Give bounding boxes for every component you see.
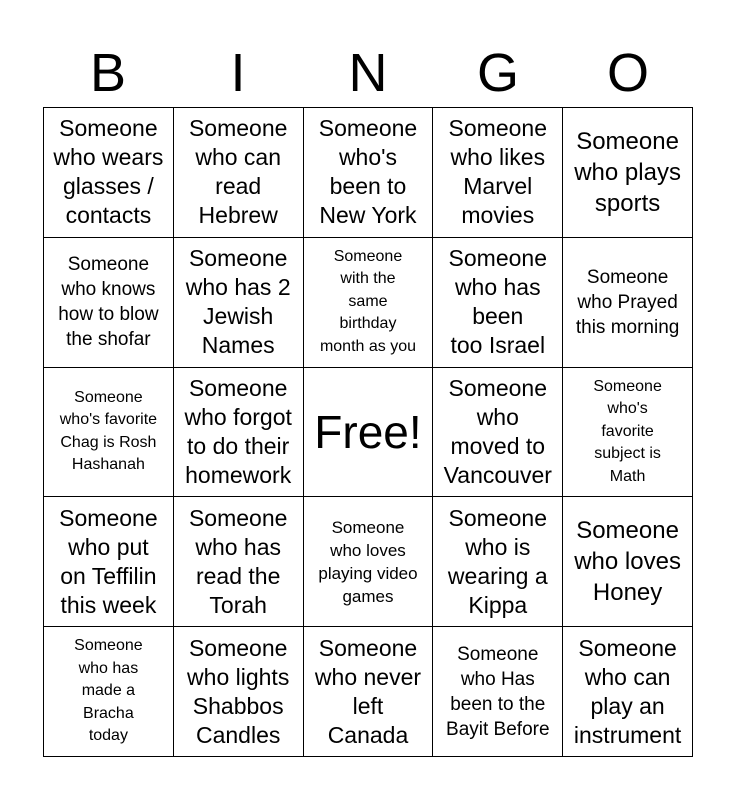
bingo-cell-free: Free! (304, 368, 434, 498)
bingo-cell-r1c4: Someone who likes Marvel movies (433, 108, 563, 238)
bingo-cell-r5c4: Someone who Has been to the Bayit Before (433, 627, 563, 757)
bingo-cell-r5c1: Someone who has made a Bracha today (44, 627, 174, 757)
bingo-cell-r4c2: Someone who has read the Torah (174, 497, 304, 627)
bingo-cell-r2c3: Someone with the same birthday month as you (304, 238, 434, 368)
bingo-cell-r2c4: Someone who has been too Israel (433, 238, 563, 368)
bingo-cell-r2c1: Someone who knows how to blow the shofar (44, 238, 174, 368)
bingo-cell-r4c3: Someone who loves playing video games (304, 497, 434, 627)
bingo-cell-r5c5: Someone who can play an instrument (563, 627, 693, 757)
bingo-cell-r1c1: Someone who wears glasses / contacts (44, 108, 174, 238)
bingo-cell-r4c5: Someone who loves Honey (563, 497, 693, 627)
header-letter-b: B (89, 43, 127, 103)
bingo-grid (43, 107, 693, 757)
bingo-cell-r1c5: Someone who plays sports (563, 108, 693, 238)
header-letter-i: I (230, 43, 246, 103)
bingo-cell-r2c2: Someone who has 2 Jewish Names (174, 238, 304, 368)
bingo-cell-r3c2: Someone who forgot to do their homework (174, 368, 304, 498)
header-letter-o: O (606, 43, 649, 103)
bingo-cell-r5c3: Someone who never left Canada (304, 627, 434, 757)
bingo-cell-r4c1: Someone who put on Teffilin this week (44, 497, 174, 627)
bingo-cell-r1c2: Someone who can read Hebrew (174, 108, 304, 238)
bingo-cell-r5c2: Someone who lights Shabbos Candles (174, 627, 304, 757)
bingo-cell-r2c5: Someone who Prayed this morning (563, 238, 693, 368)
bingo-cell-r3c4: Someone who moved to Vancouver (433, 368, 563, 498)
bingo-cell-r4c4: Someone who is wearing a Kippa (433, 497, 563, 627)
bingo-cell-r3c5: Someone who's favorite subject is Math (563, 368, 693, 498)
header-letter-g: G (476, 43, 519, 103)
bingo-cell-r3c1: Someone who's favorite Chag is Rosh Hashanah (44, 368, 174, 498)
bingo-cell-r1c3: Someone who's been to New York (304, 108, 434, 238)
header-letter-n: N (348, 43, 388, 103)
bingo-header (43, 40, 693, 106)
